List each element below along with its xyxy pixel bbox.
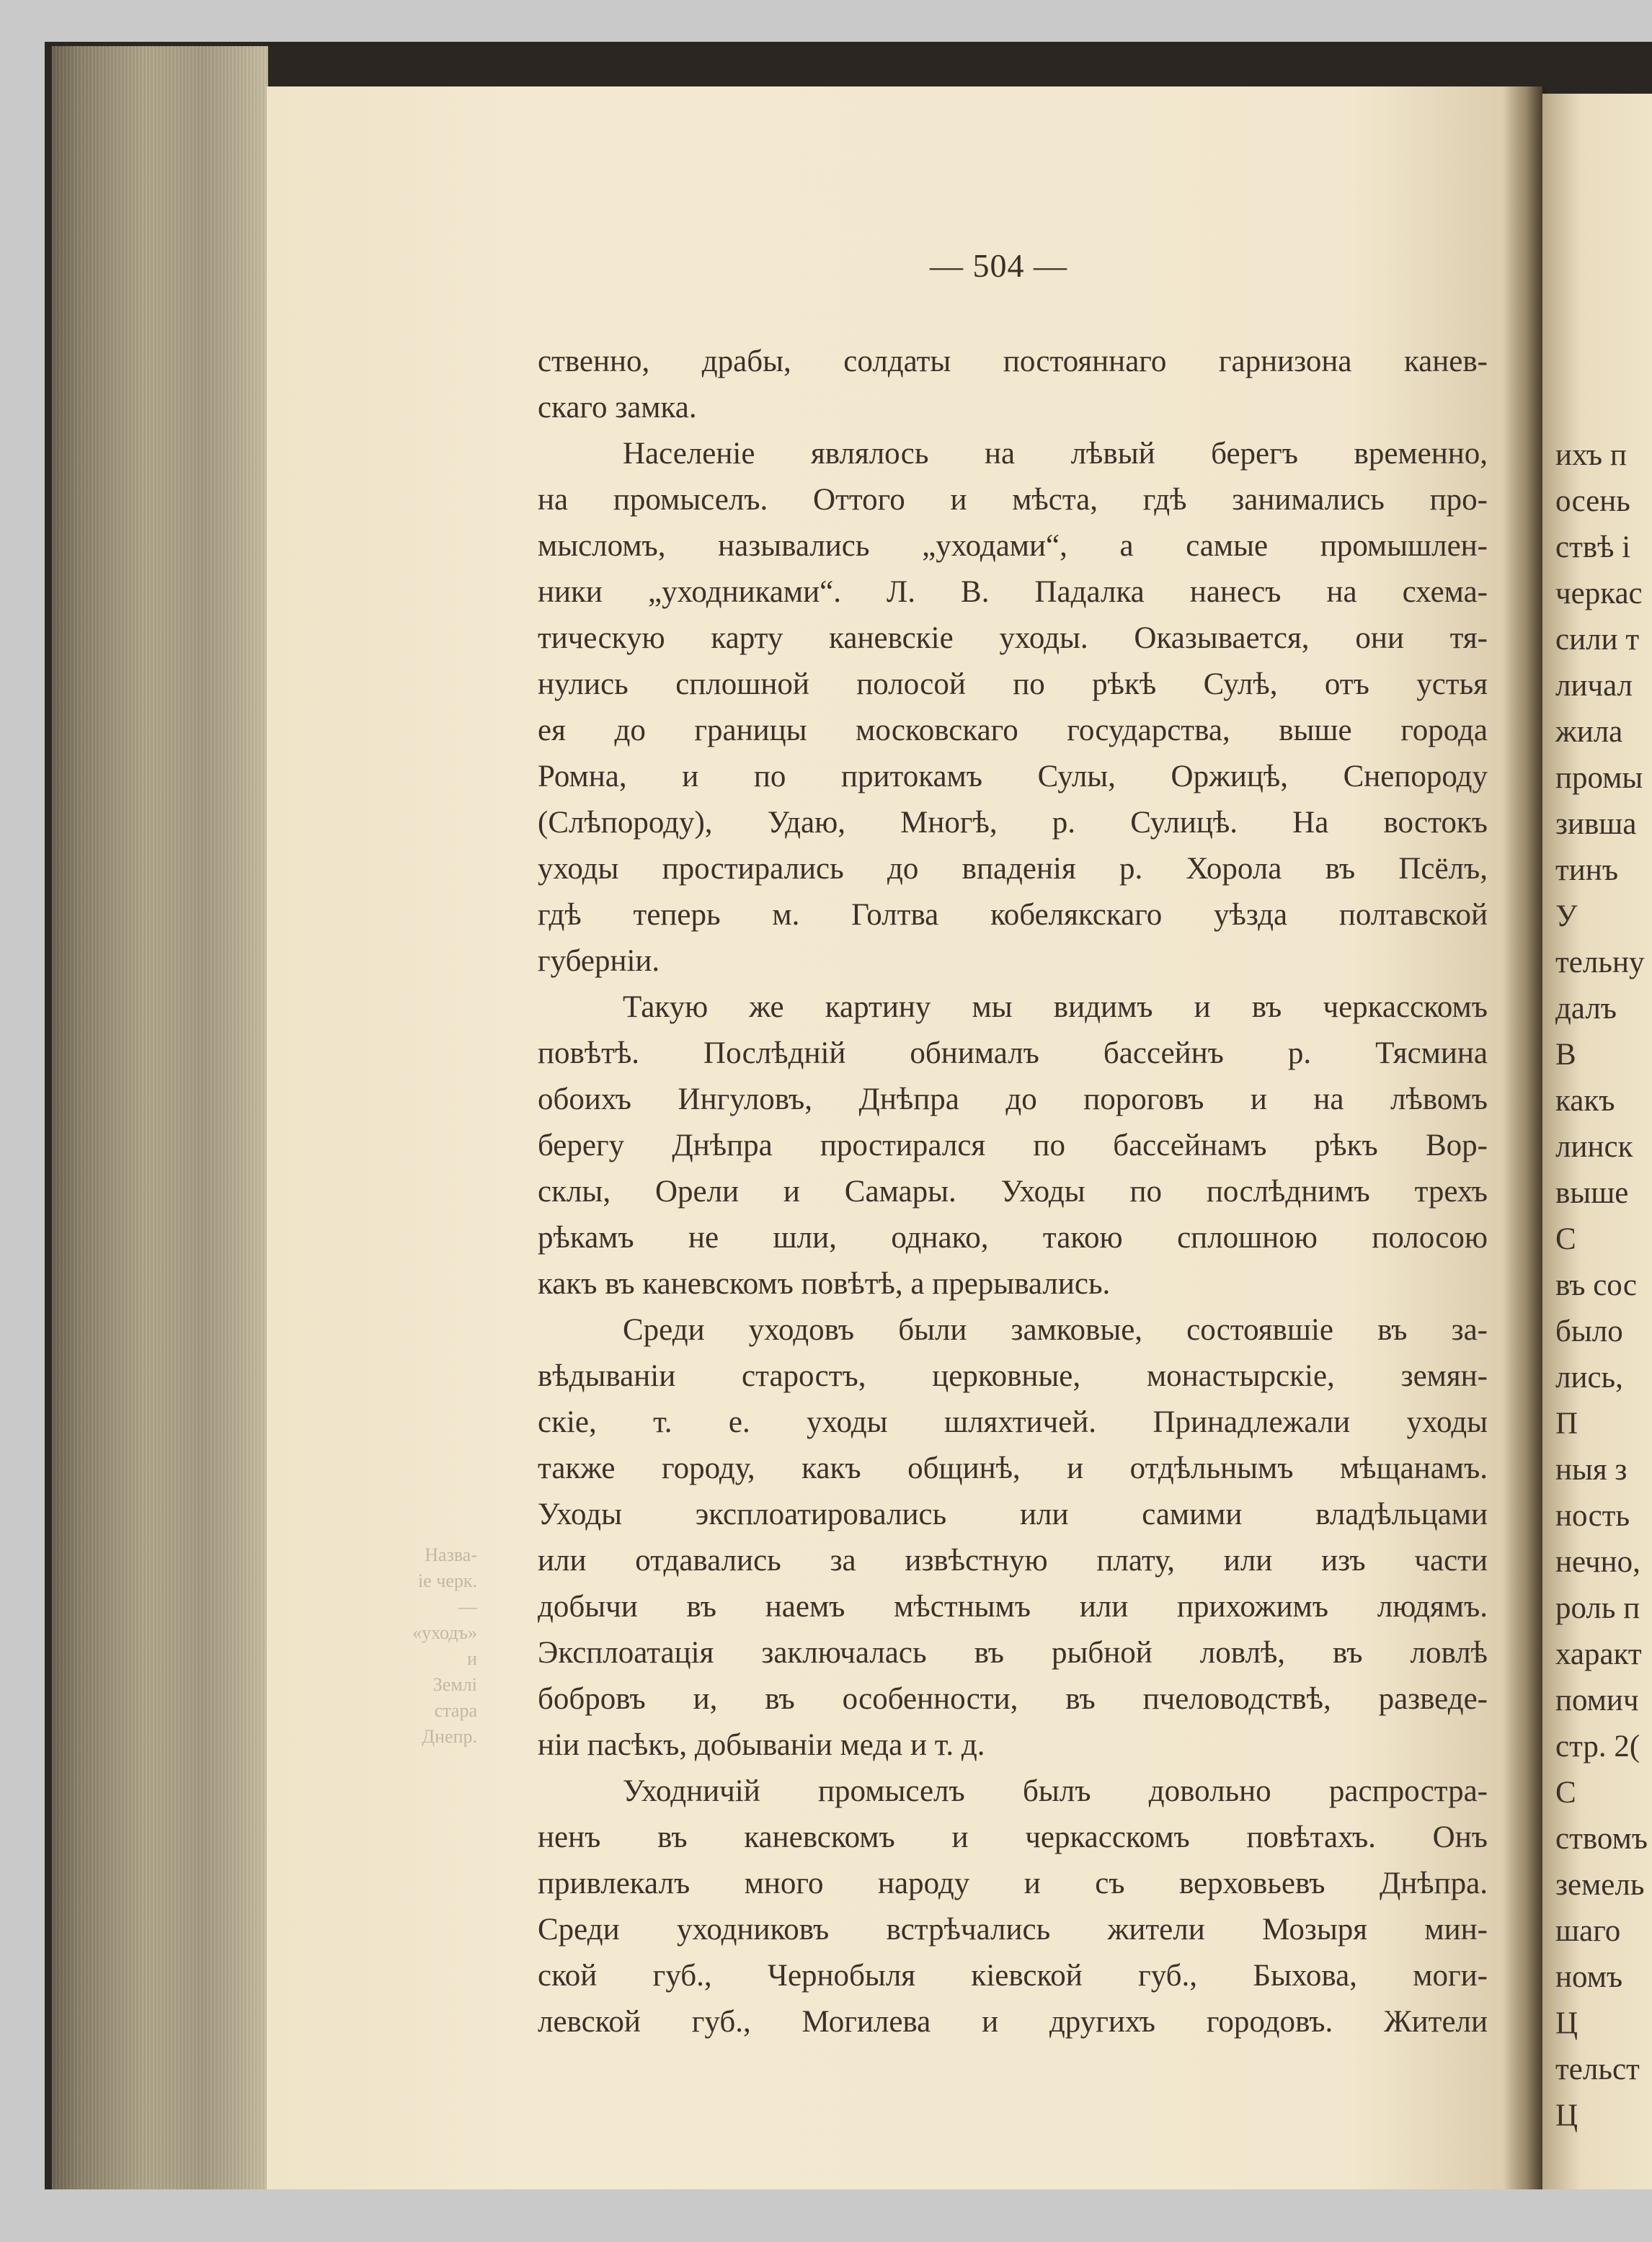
text-line: какъ въ каневскомъ повѣтѣ, а прерывались. <box>538 1267 1111 1301</box>
text-line: обоихъ Ингуловъ, Днѣпра до пороговъ и на лѣвомъ <box>538 1082 1488 1116</box>
text-line: ненъ въ каневскомъ и черкасскомъ повѣтахъ. Онъ <box>538 1820 1488 1854</box>
text-line: или отдавались за извѣстную плату, или изъ части <box>538 1544 1488 1578</box>
text-line: привлекалъ много народу и съ верховьевъ Днѣпра. <box>538 1867 1488 1900</box>
facing-page-line: П <box>1555 1407 1578 1441</box>
facing-page-line: роль п <box>1555 1591 1640 1625</box>
facing-page-line: номъ <box>1555 1960 1623 1994</box>
margin-note-line: — <box>458 1596 477 1617</box>
text-line: Уходничій промыселъ былъ довольно распростра- <box>623 1774 1488 1808</box>
margin-note-line: Назва- <box>425 1544 477 1565</box>
text-line: скаго замка. <box>538 391 697 424</box>
text-line: уходы простирались до впаденія р. Хорола въ Псёлъ, <box>538 852 1488 886</box>
facing-page-line: тинъ <box>1555 853 1619 887</box>
text-line: рѣкамъ не шли, однако, такою сплошною полосою <box>538 1221 1488 1255</box>
facing-page-line: земель <box>1555 1868 1645 1902</box>
facing-page-edge <box>1542 94 1652 2189</box>
text-line: повѣтѣ. Послѣдній обнималъ бассейнъ р. Тясмина <box>538 1036 1488 1070</box>
facing-page-line: характ <box>1555 1637 1642 1671</box>
facing-page-line: жила <box>1555 715 1623 749</box>
margin-note-line: іе черк. <box>417 1570 477 1591</box>
margin-note-line: Землі <box>432 1674 477 1695</box>
facing-page-line: ность <box>1555 1499 1630 1533</box>
facing-page-line: ихъ п <box>1555 438 1627 472</box>
facing-page-line: ныя з <box>1555 1453 1627 1487</box>
facing-page-text <box>1555 432 1648 2139</box>
text-line: тическую карту каневскіе уходы. Оказывается, они тя- <box>538 621 1488 655</box>
facing-page-line: С <box>1555 1222 1576 1256</box>
faint-margin-bleedthrough <box>398 1542 477 1750</box>
text-line: Ромна, и по притокамъ Сулы, Оржицѣ, Снепороду <box>538 760 1488 793</box>
book-page-edges <box>52 46 268 2189</box>
facing-page-line: зивша <box>1555 807 1637 841</box>
text-line: Уходы эксплоатировались или самими владѣльцами <box>538 1498 1488 1531</box>
facing-page-line: Ц <box>1555 2006 1578 2040</box>
text-line: нулись сплошной полосой по рѣкѣ Сулѣ, отъ устья <box>538 667 1488 701</box>
facing-page-line: было <box>1555 1314 1623 1348</box>
facing-page-line: С <box>1555 1776 1576 1810</box>
facing-page-line: тельст <box>1555 2052 1640 2086</box>
text-line: Эксплоатація заключалась въ рыбной ловлѣ, въ ловлѣ <box>538 1636 1488 1670</box>
facing-page-line: нечно, <box>1555 1545 1640 1579</box>
facing-page-line: У <box>1555 899 1578 933</box>
text-line: ніи пасѣкъ, добываніи меда и т. д. <box>538 1728 985 1762</box>
text-line: склы, Орели и Самары. Уходы по послѣднимъ трехъ <box>538 1175 1488 1209</box>
facing-page-line: ствѣ і <box>1555 530 1631 564</box>
facing-page-line: шаго <box>1555 1914 1621 1948</box>
facing-page-line: ствомъ <box>1555 1822 1648 1856</box>
text-line: вѣдываніи старостъ, церковные, монастырскіе, земян- <box>538 1359 1488 1393</box>
text-line: левской губ., Могилева и другихъ городовъ. Жители <box>538 2005 1488 2039</box>
facing-page-line: тельну <box>1555 946 1645 979</box>
facing-page-line: Ц <box>1555 2099 1578 2132</box>
facing-page-line: линск <box>1555 1130 1633 1164</box>
facing-page-line: помич <box>1555 1683 1639 1717</box>
facing-page-line: лись, <box>1555 1361 1623 1394</box>
text-line: (Слѣпороду), Удаю, Многѣ, р. Сулицѣ. На востокъ <box>538 806 1488 840</box>
text-line: ственно, драбы, солдаты постояннаго гарнизона канев- <box>538 344 1488 378</box>
facing-page-line: личал <box>1555 669 1633 703</box>
bottom-background <box>45 2189 1652 2242</box>
facing-page-line: промы <box>1555 761 1643 795</box>
margin-note-line: Днепр. <box>422 1726 477 1747</box>
binding-gutter-shadow <box>1503 86 1546 2189</box>
text-line: Среди уходовъ были замковые, состоявшіе въ за- <box>623 1313 1488 1347</box>
text-line: губерніи. <box>538 944 660 978</box>
page-number-header: — 504 — <box>930 247 1067 284</box>
page-body-text <box>538 339 1488 2045</box>
text-line: бобровъ и, въ особенности, въ пчеловодствѣ, разведе- <box>538 1682 1488 1716</box>
facing-page-line: далъ <box>1555 992 1617 1026</box>
facing-page-line: какъ <box>1555 1084 1615 1118</box>
facing-page-line: В <box>1555 1038 1576 1072</box>
text-line: ники „уходниками“. Л. В. Падалка нанесъ на схема- <box>538 575 1488 609</box>
text-line: Населеніе являлось на лѣвый берегъ временно, <box>623 437 1488 471</box>
text-line: также городу, какъ общинѣ, и отдѣльнымъ мѣщанамъ. <box>538 1451 1488 1485</box>
text-line: мысломъ, назывались „уходами“, а самые промышлен- <box>538 529 1488 563</box>
text-line: на промыселъ. Оттого и мѣста, гдѣ занимались про- <box>538 483 1488 517</box>
text-line: гдѣ теперь м. Голтва кобелякскаго уѣзда полтавской <box>538 898 1488 932</box>
facing-page-line: осень <box>1555 484 1630 518</box>
text-line: ской губ., Чернобыля кіевской губ., Быхова, моги- <box>538 1959 1488 1993</box>
text-line: добычи въ наемъ мѣстнымъ или прихожимъ людямъ. <box>538 1590 1488 1624</box>
facing-page-line: стр. 2( <box>1555 1730 1640 1763</box>
facing-page-line: выше <box>1555 1176 1629 1210</box>
text-line: ея до границы московскаго государства, выше города <box>538 713 1488 747</box>
text-line: берегу Днѣпра простирался по бассейнамъ рѣкъ Вор- <box>538 1129 1488 1162</box>
text-line: Среди уходниковъ встрѣчались жители Мозыря мин- <box>538 1913 1488 1947</box>
text-line: Такую же картину мы видимъ и въ черкасскомъ <box>623 990 1488 1024</box>
text-line: скіе, т. е. уходы шляхтичей. Принадлежали уходы <box>538 1405 1488 1439</box>
facing-page-line: сили т <box>1555 623 1640 657</box>
facing-page-line: въ сос <box>1555 1268 1637 1302</box>
margin-note-line: «уходъ» <box>412 1622 477 1643</box>
facing-page-line: черкас <box>1555 577 1643 610</box>
margin-note-line: стара <box>434 1700 477 1721</box>
margin-note-line: и <box>467 1648 477 1669</box>
